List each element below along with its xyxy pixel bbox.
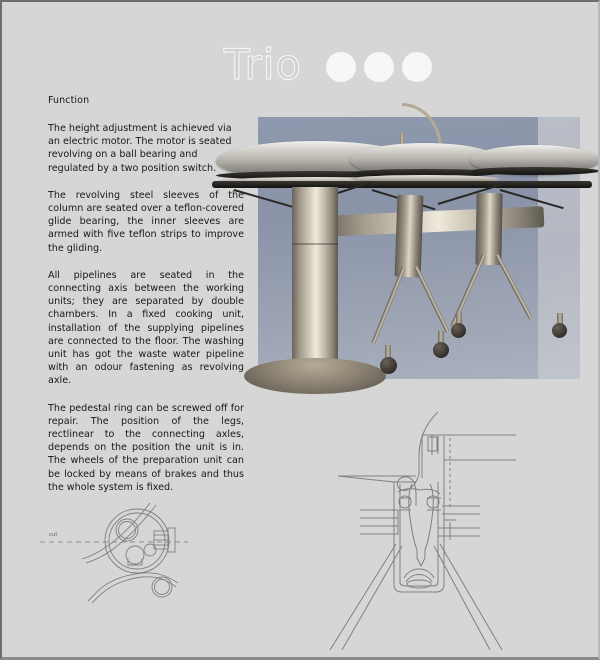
paragraph-4: The pedestal ring can be screwed off for repair. The position of the legs, rectlinear to the connecting axles, depends on the position the unit is in. The wheels of the preparation unit can be locked by means of brakes and thus the whole system is fixed.	[48, 402, 244, 493]
caster-wheel-4	[552, 323, 567, 338]
title-dot-1	[326, 52, 356, 82]
plan-detail-drawing	[32, 497, 232, 607]
pedestal-base-ring	[244, 358, 386, 394]
pedestal-column	[292, 187, 338, 367]
title-text: Trio	[224, 40, 303, 89]
product-photograph	[252, 115, 580, 385]
description-text-column	[48, 95, 244, 494]
caster-wheel-2	[433, 342, 449, 358]
caster-wheel-3	[451, 323, 466, 338]
cross-section-drawing	[320, 400, 590, 650]
understructure-bar	[212, 181, 592, 188]
drawing-label: cut	[49, 532, 58, 538]
countertop-right-rim	[470, 167, 600, 175]
paragraph-3: All pipelines are seated in the connecting axis between the working units; they are separated by double chambers. In a fixed cooking unit, installation of the supplying pipelines are connected to the floor. The washing unit has got the waste water pipeline with an odour fastening as revolving axle.	[48, 269, 244, 387]
paragraph-1: The height adjustment is achieved via an electric motor. The motor is seated revolving on a ball bearing and regulated by a two position switch.	[48, 123, 232, 174]
title-dot-3	[402, 52, 432, 82]
caster-wheel-1	[380, 357, 397, 374]
section-heading: Function	[48, 95, 90, 106]
paragraph-2: The revolving steel sleeves of the column are seated over a teflon-covered glide bearing, the inner sleeves are armed with five teflon strips to improve the gliding.	[48, 189, 244, 254]
title-dot-2	[364, 52, 394, 82]
page-title	[224, 40, 484, 90]
cross-section-svg	[320, 400, 590, 650]
steel-sleeve-middle	[395, 195, 424, 278]
plan-detail-svg	[32, 497, 232, 607]
title-dots	[318, 52, 432, 82]
column-seam	[292, 243, 338, 245]
